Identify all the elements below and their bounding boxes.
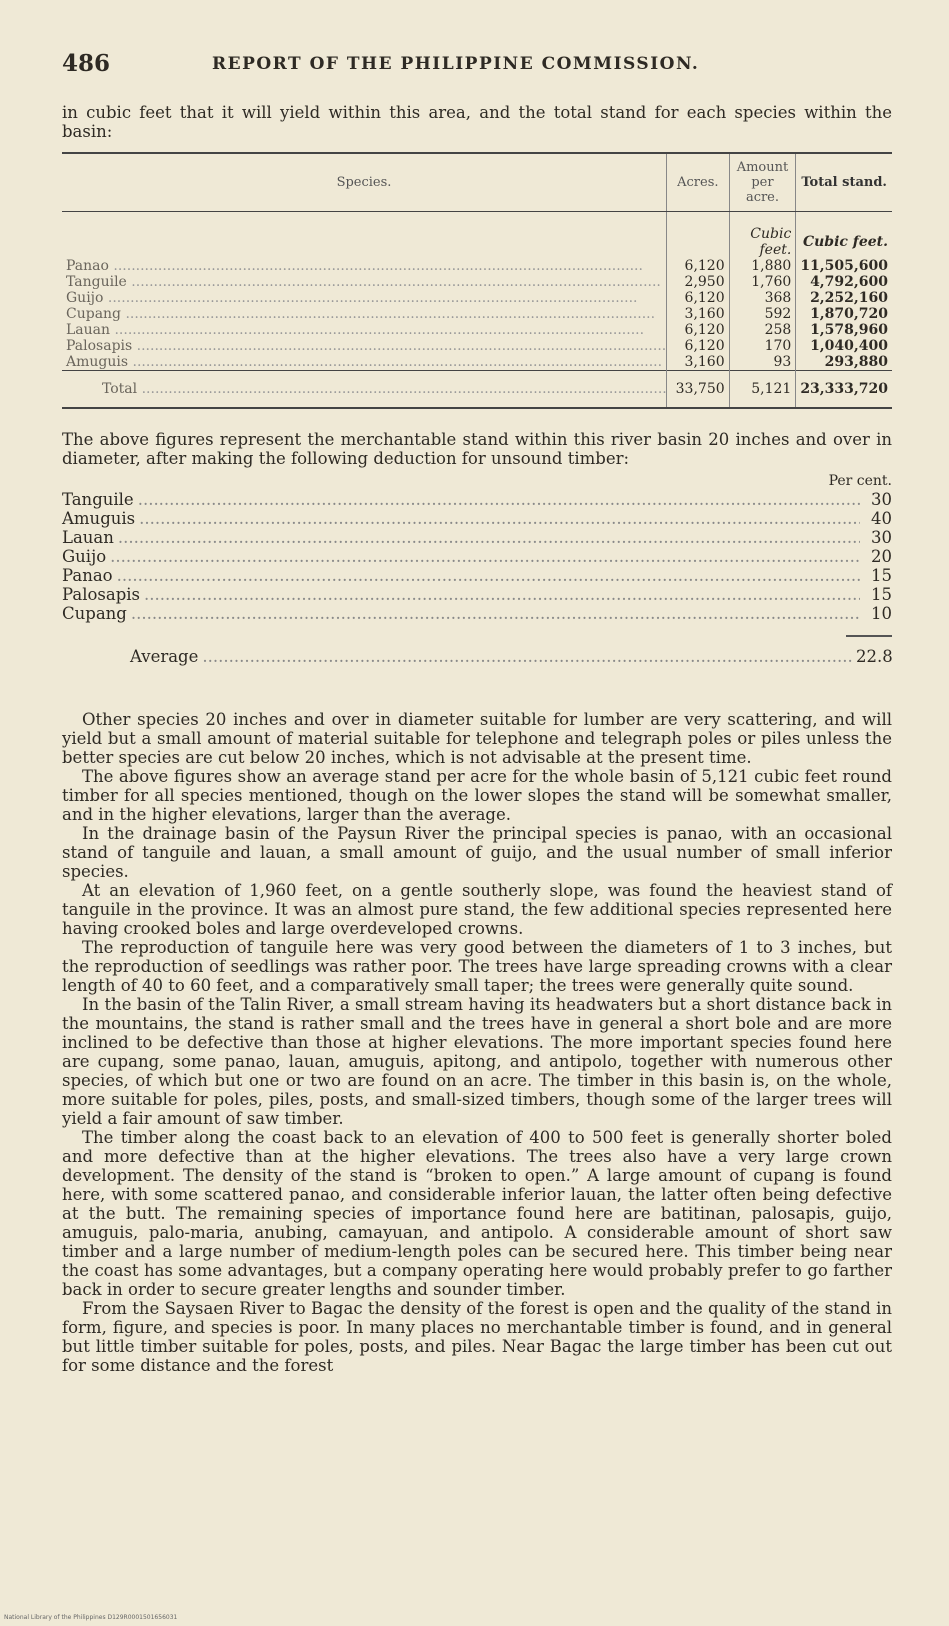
deduction-row [62, 547, 892, 566]
body-paragraph: The reproduction of tanguile here was very good between the diameters of 1 to 3 inches, but the reproduction of seedlings was rather poor. The trees have large spreading crowns with a clear length of 40 to 60 feet, and a comparatively small taper; the trees were generally quite sound. [62, 938, 892, 995]
unit-per-acre: Cubic feet. [729, 212, 796, 259]
species-name: Guijo ..... [66, 290, 637, 306]
table-row [62, 274, 892, 290]
table-header-row [62, 153, 892, 212]
body-paragraph: In the drainage basin of the Paysun River the principal species is panao, with an occasional stand of tanguile and lauan, a small amount of guijo, and the usual number of small inferior species. [62, 824, 892, 881]
deduction-percent: 40 [871, 509, 892, 528]
body-paragraph: The above figures show an average stand per acre for the whole basin of 5,121 cubic feet round timber for all species mentioned, though on the lower slopes the stand will be somewhat smaller, and in the higher elevations, larger than the average. [62, 767, 892, 824]
total-acres: 33,750 [667, 371, 730, 409]
species-name: Cupang ..... [66, 306, 655, 322]
species-name: Amuguis ..... [66, 354, 662, 370]
species-name: Panao ..... [66, 258, 643, 274]
per-acre-cell: 592 [729, 306, 796, 322]
table-row [62, 290, 892, 306]
per-acre-cell: 170 [729, 338, 796, 354]
deduction-species: Cupang [62, 604, 127, 623]
deduction-header: Per cent. [828, 473, 892, 489]
intro-text: in cubic feet that it will yield within this area, and the total stand for each species within the basin: [62, 103, 892, 141]
deduction-percent: 10 [871, 604, 892, 623]
total-cell: 4,792,600 [810, 274, 888, 290]
per-acre-cell: 1,760 [729, 274, 796, 290]
deduction-row [62, 528, 892, 547]
acres-cell: 3,160 [667, 306, 730, 322]
total-cell: 1,578,960 [810, 322, 888, 338]
table-row [62, 338, 892, 354]
sum-rule [846, 635, 892, 637]
acres-cell: 6,120 [667, 338, 730, 354]
species-name: Palosapis ..... [66, 338, 666, 354]
units-row [62, 212, 892, 259]
deduction-list [62, 472, 892, 666]
species-stand-table [62, 152, 892, 409]
total-row [62, 371, 892, 409]
deduction-row [62, 566, 892, 585]
footer-stamp: National Library of the Philippines D129R0001501656031 [4, 1614, 178, 1621]
deduction-percent: 15 [871, 585, 892, 604]
table-row [62, 354, 892, 371]
deduction-percent: 15 [871, 566, 892, 585]
total-cell: 2,252,160 [810, 290, 888, 306]
deduction-species: Lauan [62, 528, 114, 547]
acres-cell: 6,120 [667, 258, 730, 274]
average-label: Average [130, 647, 199, 666]
deduction-species: Palosapis [62, 585, 141, 604]
col-total: Total stand. [796, 153, 892, 212]
total-cell: 1,870,720 [810, 306, 888, 322]
deduction-percent: 30 [871, 528, 892, 547]
deduction-species: Amuguis [62, 509, 136, 528]
per-acre-cell: 1,880 [729, 258, 796, 274]
species-name: Tanguile ..... [66, 274, 661, 290]
col-species: Species. [62, 153, 667, 212]
deduction-row [62, 490, 892, 509]
per-acre-cell: 93 [729, 354, 796, 371]
per-acre-cell: 368 [729, 290, 796, 306]
total-cell: 11,505,600 [800, 258, 888, 274]
deduction-species: Guijo [62, 547, 107, 566]
page-header [62, 50, 882, 80]
total-cell: 293,880 [824, 354, 888, 370]
total-label: Total ..... [102, 381, 667, 397]
acres-cell: 3,160 [667, 354, 730, 371]
total-per-acre: 5,121 [729, 371, 796, 409]
body-paragraph: From the Saysaen River to Bagac the density of the forest is open and the quality of the stand in form, figure, and species is poor. In many places no merchantable timber is found, and in general but little timber suitable for poles, posts, and piles. Near Bagac the large timber has been cut out for some distance and the forest [62, 1299, 892, 1375]
average-row [62, 647, 892, 666]
average-value: 22.8 [856, 647, 893, 666]
deduction-species: Panao [62, 566, 113, 585]
body-paragraph: In the basin of the Talin River, a small stream having its headwaters but a short distance back in the mountains, the stand is rather small and the trees have in general a short bole and are more inclined to be defective than those at higher elevations. The more important species found here are cupang, some panao, lauan, amuguis, apitong, and antipolo, together with numerous other species, of which but one or two are found on an acre. The timber in this basin is, on the whole, more suitable for poles, piles, posts, and small-sized timbers, though some of the larger trees will yield a fair amount of saw timber. [62, 995, 892, 1128]
deduction-species: Tanguile [62, 490, 134, 509]
deduction-row [62, 509, 892, 528]
acres-cell: 6,120 [667, 322, 730, 338]
per-acre-cell: 258 [729, 322, 796, 338]
acres-cell: 2,950 [667, 274, 730, 290]
body-paragraph: The timber along the coast back to an elevation of 400 to 500 feet is generally shorter boled and more defective than at the higher elevations. The trees also have a very large crown development. The density of the stand is “broken to open.” A large amount of cupang is found here, with some scattered panao, and considerable inferior lauan, the latter often being defective at the butt. The remaining species of importance found here are batitinan, palosapis, guijo, amuguis, palo-maria, anubing, camayuan, and antipolo. A considerable amount of short saw timber and a large number of medium-length poles can be secured here. This timber being near the coast has some advantages, but a company operating here would probably prefer to go farther back in order to secure greater lengths and sounder timber. [62, 1128, 892, 1299]
species-name: Lauan ..... [66, 322, 644, 338]
acres-cell: 6,120 [667, 290, 730, 306]
deduction-percent: 30 [871, 490, 892, 509]
body-paragraph: Other species 20 inches and over in diameter suitable for lumber are very scattering, and will yield but a small amount of material suitable for telephone and telegraph poles or piles unless the better species are cut below 20 inches, which is not advisable at the present time. [62, 710, 892, 767]
total-cell: 1,040,400 [810, 338, 888, 354]
table-row [62, 322, 892, 338]
figures-paragraph: The above figures represent the merchantable stand within this river basin 20 inches and over in diameter, after making the following deduction for unsound timber: [62, 430, 892, 468]
body-paragraph: At an elevation of 1,960 feet, on a gentle southerly slope, was found the heaviest stand of tanguile in the province. It was an almost pure stand, the few additional species represented here having crooked boles and large overdeveloped crowns. [62, 881, 892, 938]
deduction-row [62, 585, 892, 604]
deduction-percent: 20 [871, 547, 892, 566]
col-acres: Acres. [667, 153, 730, 212]
table-row [62, 258, 892, 274]
page-number: 486 [62, 50, 111, 77]
table-row [62, 306, 892, 322]
body-text [62, 710, 892, 1375]
col-per-acre: Amount per acre. [729, 153, 796, 212]
unit-total: Cubic feet. [802, 234, 888, 250]
running-head: REPORT OF THE PHILIPPINE COMMISSION. [212, 54, 700, 74]
deduction-row [62, 604, 892, 623]
total-stand: 23,333,720 [796, 371, 892, 409]
